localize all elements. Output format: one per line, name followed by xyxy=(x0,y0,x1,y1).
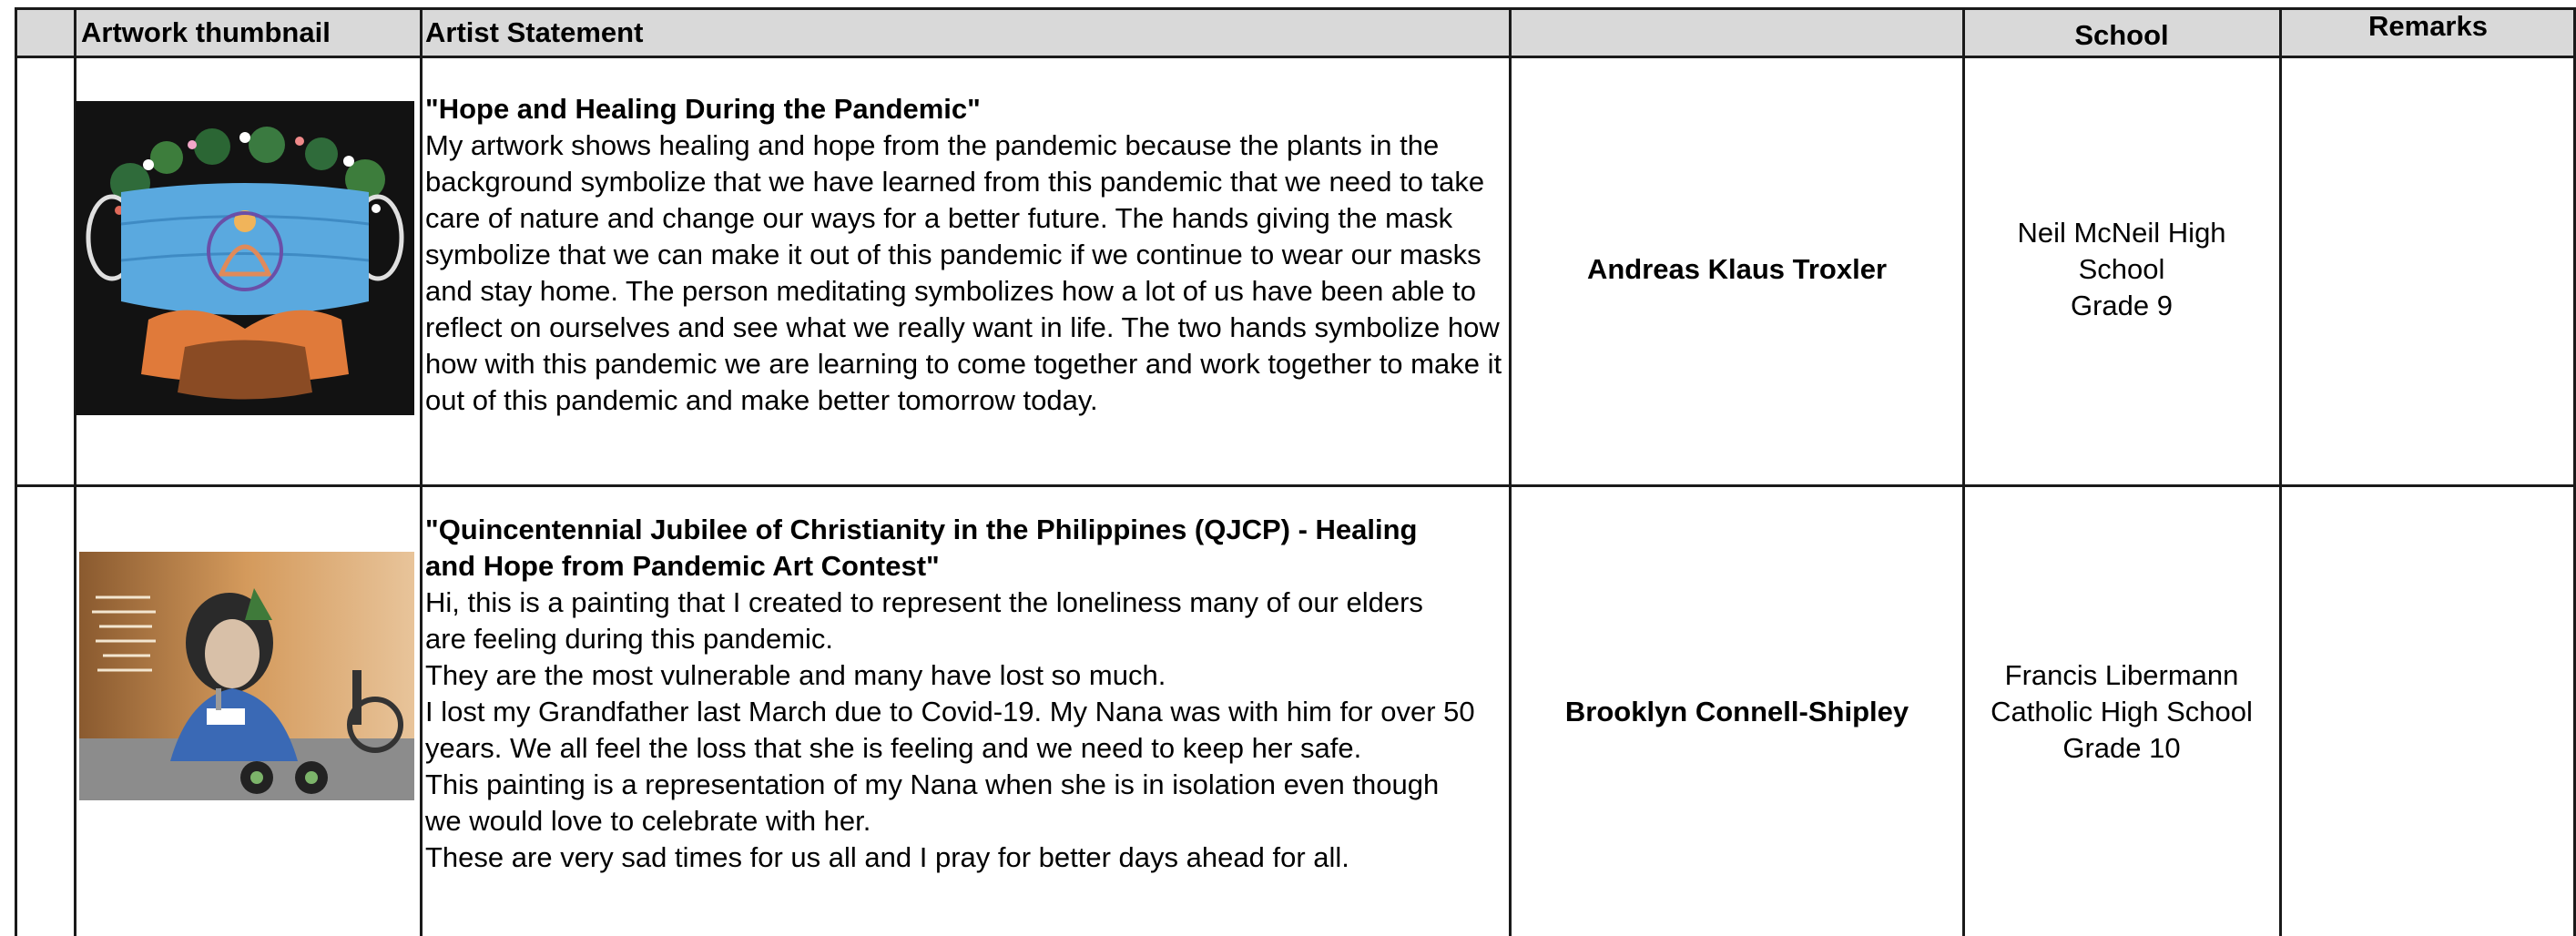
grid-line-col2 xyxy=(420,7,423,936)
statement-paragraph: My artwork shows healing and hope from the pandemic because the plants in the background symbolize that we have learned from this pandemic that we need to take care of nature and change our ways for a better future. The hands giving the mask symbolize that we can make it out of this pandemic if we continue to wear our masks and stay home. The person meditating symbolizes how a lot of us have been able to reflect on ourselves and see what we really want in life. The two hands symbolize how how with this pandemic we are learning to come together and work together to make it out of this pandemic and make better tomorrow today. xyxy=(425,129,1502,416)
school-cell-row1 xyxy=(1963,215,2280,324)
school-cell-row2 xyxy=(1963,657,2280,767)
header-remarks-label: Remarks xyxy=(2368,10,2488,42)
header-statement-label: Artist Statement xyxy=(425,16,644,48)
artist-name-row2: Brooklyn Connell-Shipley xyxy=(1564,696,1909,727)
statement-paragraph: They are the most vulnerable and many have lost so much. xyxy=(425,659,1166,691)
statement-paragraph: I lost my Grandfather last March due to Covid-19. My Nana was with him for over 50 years. We all feel the loss that she is feeling and we need to keep her safe. xyxy=(425,696,1475,764)
statement-paragraph: Hi, this is a painting that I created to represent the loneliness many of our elders are feeling during this pandemic. xyxy=(425,586,1423,655)
artist-statement-row2 xyxy=(425,512,1507,876)
remarks-cell-row2[interactable] xyxy=(2282,487,2573,936)
artwork-title: "Hope and Healing During the Pandemic" xyxy=(425,93,981,125)
artist-statement-row1 xyxy=(425,91,1507,419)
statement-paragraph: This painting is a representation of my Nana when she is in isolation even though we would love to celebrate with her. xyxy=(425,768,1440,837)
artwork-title: "Quincentennial Jubilee of Christianity in the Philippines (QJCP) - Healing and Hope from Pandemic Art Contest" xyxy=(425,514,1418,582)
grid-line-header-bottom xyxy=(15,56,2576,58)
grid-line-top xyxy=(15,7,2576,10)
remarks-cell-row1[interactable] xyxy=(2282,58,2573,484)
grid-line-col4 xyxy=(1962,7,1965,936)
artwork-thumbnail-row1[interactable] xyxy=(76,101,414,415)
grid-line-col0 xyxy=(15,7,17,936)
grade-level: Grade 10 xyxy=(2062,732,2181,764)
artist-name-row1: Andreas Klaus Troxler xyxy=(1586,253,1888,285)
elder-painting-image xyxy=(79,552,414,800)
header-cell-index xyxy=(15,10,75,56)
grid-line-col3 xyxy=(1509,7,1512,936)
header-thumbnail-label: Artwork thumbnail xyxy=(81,16,331,48)
grade-level: Grade 9 xyxy=(2070,290,2173,321)
school-name: Francis Libermann Catholic High School xyxy=(1991,659,2253,727)
header-cell-artist[interactable] xyxy=(1510,10,1963,56)
mask-painting-image xyxy=(76,101,414,415)
grid-line-row1-bottom xyxy=(15,484,2576,487)
statement-paragraph: These are very sad times for us all and I pray for better days ahead for all. xyxy=(425,841,1349,873)
header-school-label: School xyxy=(2074,19,2169,51)
school-name: Neil McNeil High School xyxy=(2017,217,2226,285)
artwork-thumbnail-row2[interactable] xyxy=(79,552,414,800)
